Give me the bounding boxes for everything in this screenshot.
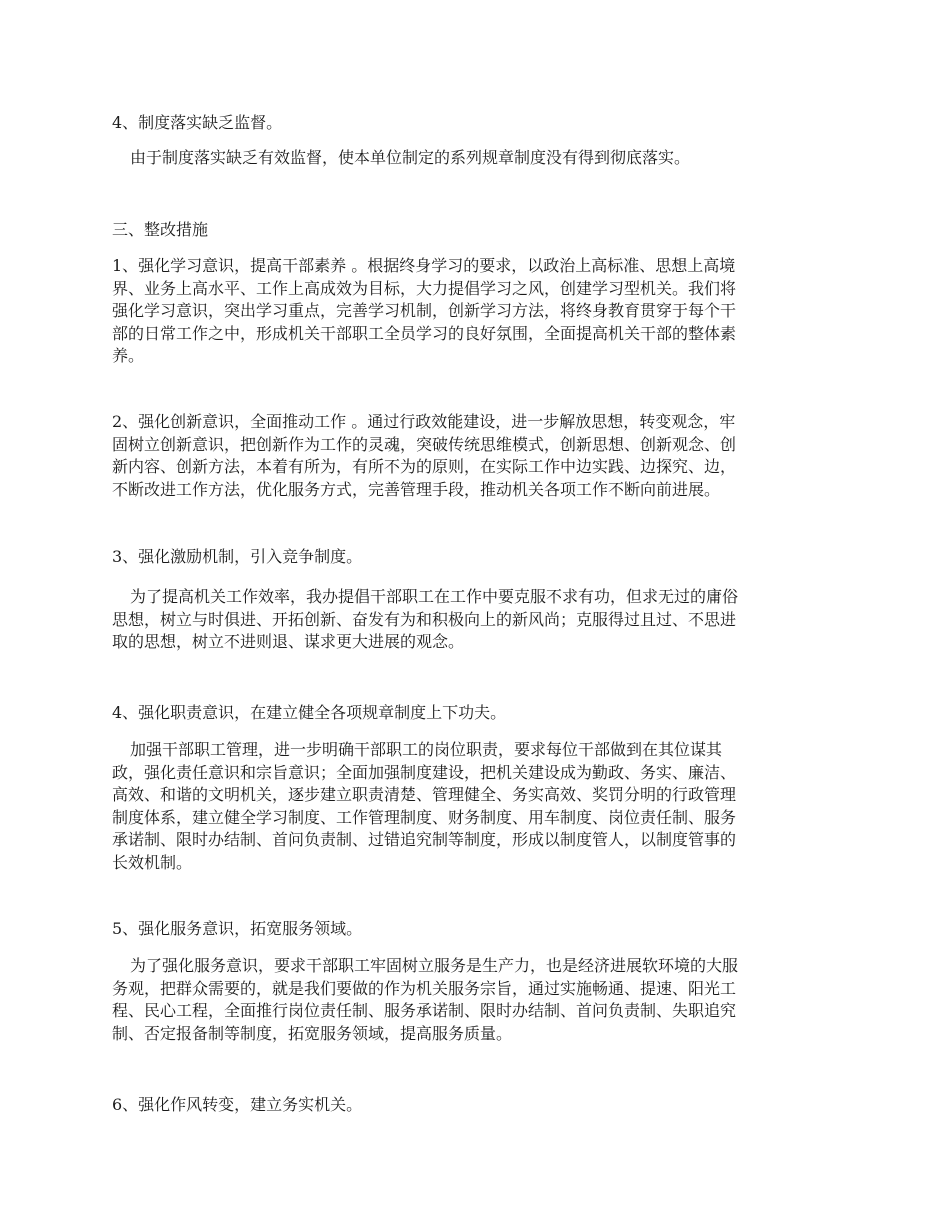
heading-measure-3 (112, 546, 842, 569)
text-line: 承诺制、限时办结制、首问负责制、过错追究制等制度，形成以制度管人，以制度管事的 (112, 830, 737, 849)
text-line: 不断改进工作方法，优化服务方式，完善管理手段，推动机关各项工作不断向前进展。 (112, 479, 721, 499)
text-line: 4、强化职责意识，在建立健全各项规章制度上下功夫。 (112, 703, 507, 722)
text-line: 由于制度落实缺乏有效监督，使本单位制定的系列规章制度没有得到彻底落实。 (130, 148, 691, 167)
text-line: 强化学习意识，突出学习重点，完善学习机制，创新学习方法，将终身教育贯穿于每个干 (112, 301, 737, 320)
heading-measure-5 (112, 918, 842, 941)
text-line: 取的思想，树立不进则退、谋求更大进展的观念。 (112, 632, 465, 651)
text-line: 加强干部职工管理，进一步明确干部职工的岗位职责，要求每位干部做到在其位谋其 (130, 740, 723, 759)
text-line: 固树立创新意识，把创新作为工作的灵魂，突破传统思维模式，创新思想、创新观念、创 (112, 434, 737, 454)
text-line: 思想，树立与时俱进、开拓创新、奋发有为和积极向上的新风尚；克服得过且过、不思进 (112, 609, 737, 629)
text-line: 2、强化创新意识，全面推动工作 。通过行政效能建设，进一步解放思想，转变观念，牢 (112, 412, 736, 431)
text-line: 1、强化学习意识，提高干部素养 。根据终身学习的要求，以政治上高标准、思想上高境 (112, 256, 736, 275)
paragraph-measure-1 (112, 255, 842, 368)
text-line: 务观，把群众需要的，就是我们要做的作为机关服务宗旨，通过实施畅通、提速、阳光工 (112, 978, 737, 998)
heading-measure-6 (112, 1094, 842, 1117)
text-line: 5、强化服务意识，拓宽服务领域。 (112, 919, 363, 938)
text-line: 程、民心工程，全面推行岗位责任制、服务承诺制、限时办结制、首问负责制、失职追究 (112, 1001, 737, 1020)
text-line: 新内容、创新方法，本着有所为，有所不为的原则，在实际工作中边实践、边探究、边， (112, 457, 737, 476)
paragraph-measure-5 (112, 955, 860, 1045)
text-line: 长效机制。 (112, 852, 193, 872)
text-line: 部的日常工作之中，形成机关干部职工全员学习的良好氛围，全面提高机关干部的整体素 (112, 323, 737, 343)
paragraph-supervision (112, 147, 860, 170)
text-line: 养。 (112, 346, 145, 365)
text-line: 为了强化服务意识，要求干部职工牢固树立服务是生产力，也是经济进展软环境的大服 (130, 956, 739, 975)
text-line: 制、否定报备制等制度，拓宽服务领域，提高服务质量。 (112, 1023, 513, 1043)
paragraph-measure-3 (112, 586, 860, 654)
section-heading-measures (112, 219, 842, 242)
paragraph-measure-2 (112, 411, 842, 501)
text-line: 为了提高机关工作效率，我办提倡干部职工在工作中要克服不求有功，但求无过的庸俗 (130, 587, 739, 606)
heading-measure-4 (112, 702, 842, 725)
text-line: 三、整改措施 (112, 220, 209, 239)
text-line: 4、制度落实缺乏监督。 (112, 113, 283, 132)
text-line: 6、强化作风转变，建立务实机关。 (112, 1095, 363, 1114)
text-line: 界、业务上高水平、工作上高成效为目标，大力提倡学习之风，创建学习型机关。我们将 (112, 278, 737, 298)
text-line: 政，强化责任意识和宗旨意识；全面加强制度建设，把机关建设成为勤政、务实、廉洁、 (112, 762, 737, 782)
paragraph-measure-4 (112, 739, 860, 874)
text-line: 制度体系，建立健全学习制度、工作管理制度、财务制度、用车制度、岗位责任制、服务 (112, 807, 737, 827)
text-line: 高效、和谐的文明机关，逐步建立职责清楚、管理健全、务实高效、奖罚分明的行政管理 (112, 785, 737, 804)
heading-supervision (112, 112, 842, 135)
text-line: 3、强化激励机制，引入竞争制度。 (112, 547, 363, 566)
